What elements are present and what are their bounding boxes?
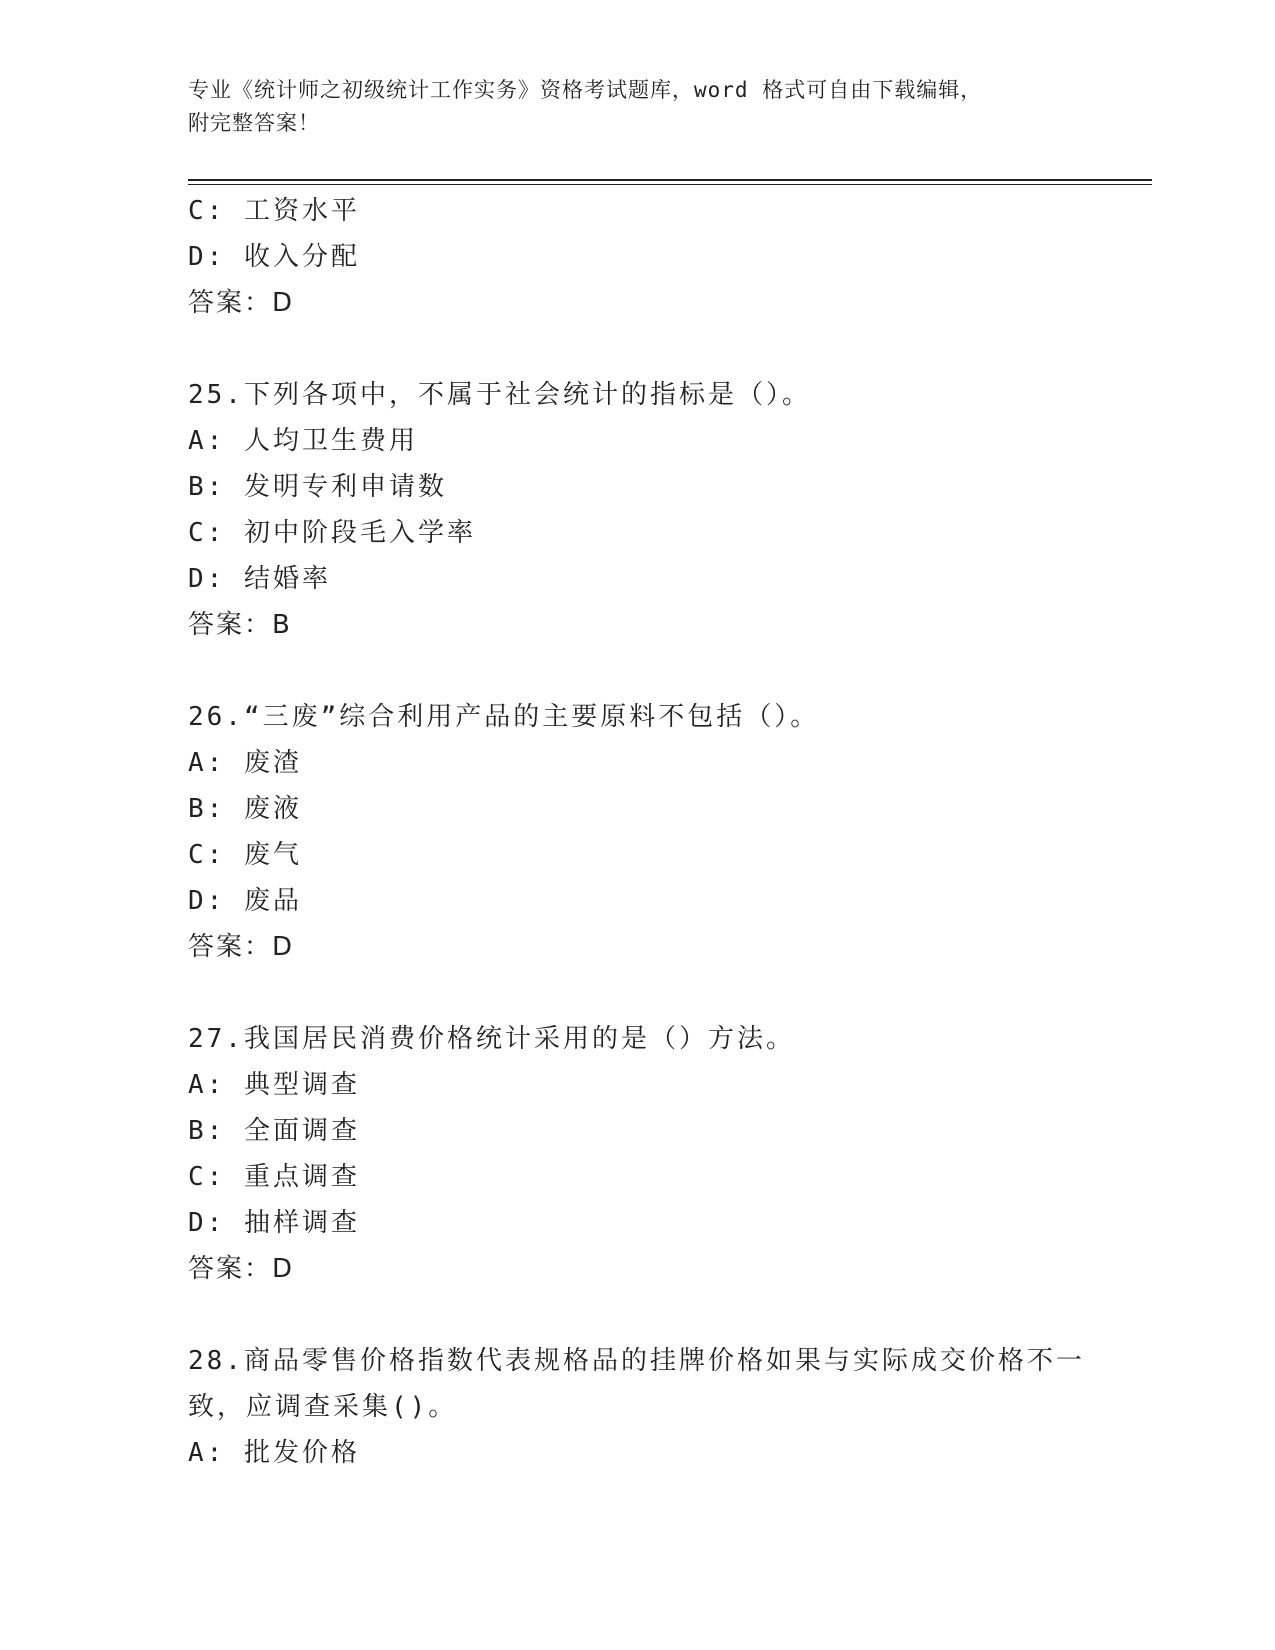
header-line-2: 附完整答案！ <box>188 111 320 135</box>
question-stem: 25.下列各项中，不属于社会统计的指标是（）。 <box>188 380 811 410</box>
spacer <box>188 970 1128 1016</box>
question-stem: 26.“三废”综合利用产品的主要原料不包括（）。 <box>188 702 820 732</box>
option-c: C: 废气 <box>188 840 302 870</box>
header-line-1: 专业《统计师之初级统计工作实务》资格考试题库，word 格式可自由下载编辑， <box>188 78 983 102</box>
answer-line: 答案：D <box>188 1254 295 1284</box>
question-stem-line-2: 致，应调查采集()。 <box>188 1392 458 1422</box>
option-b: B: 发明专利申请数 <box>188 472 447 502</box>
question-28 <box>188 1338 1128 1476</box>
option-d: D: 收入分配 <box>188 242 360 272</box>
answer-line: 答案：D <box>188 288 295 318</box>
spacer <box>188 648 1128 694</box>
question-list <box>188 188 1128 1476</box>
answer-line: 答案：B <box>188 610 292 640</box>
option-a: A: 人均卫生费用 <box>188 426 418 456</box>
option-d: D: 抽样调查 <box>188 1208 360 1238</box>
option-c: C: 重点调查 <box>188 1162 360 1192</box>
question-25 <box>188 372 1128 648</box>
option-d: D: 结婚率 <box>188 564 331 594</box>
question-24-continued <box>188 188 1128 326</box>
option-c: C: 初中阶段毛入学率 <box>188 518 476 548</box>
option-a: A: 典型调查 <box>188 1070 360 1100</box>
option-a: A: 批发价格 <box>188 1438 360 1468</box>
option-b: B: 全面调查 <box>188 1116 360 1146</box>
header-divider-thick <box>188 179 1152 181</box>
header-divider-thin <box>188 184 1152 185</box>
question-stem: 27.我国居民消费价格统计采用的是（）方法。 <box>188 1024 795 1054</box>
option-c: C: 工资水平 <box>188 196 360 226</box>
question-27 <box>188 1016 1128 1292</box>
spacer <box>188 326 1128 372</box>
option-d: D: 废品 <box>188 886 302 916</box>
option-b: B: 废液 <box>188 794 302 824</box>
option-a: A: 废渣 <box>188 748 302 778</box>
spacer <box>188 1292 1128 1338</box>
document-header <box>188 74 1088 140</box>
question-26 <box>188 694 1128 970</box>
answer-line: 答案：D <box>188 932 295 962</box>
question-stem-line-1: 28.商品零售价格指数代表规格品的挂牌价格如果与实际成交价格不一 <box>188 1346 1085 1376</box>
